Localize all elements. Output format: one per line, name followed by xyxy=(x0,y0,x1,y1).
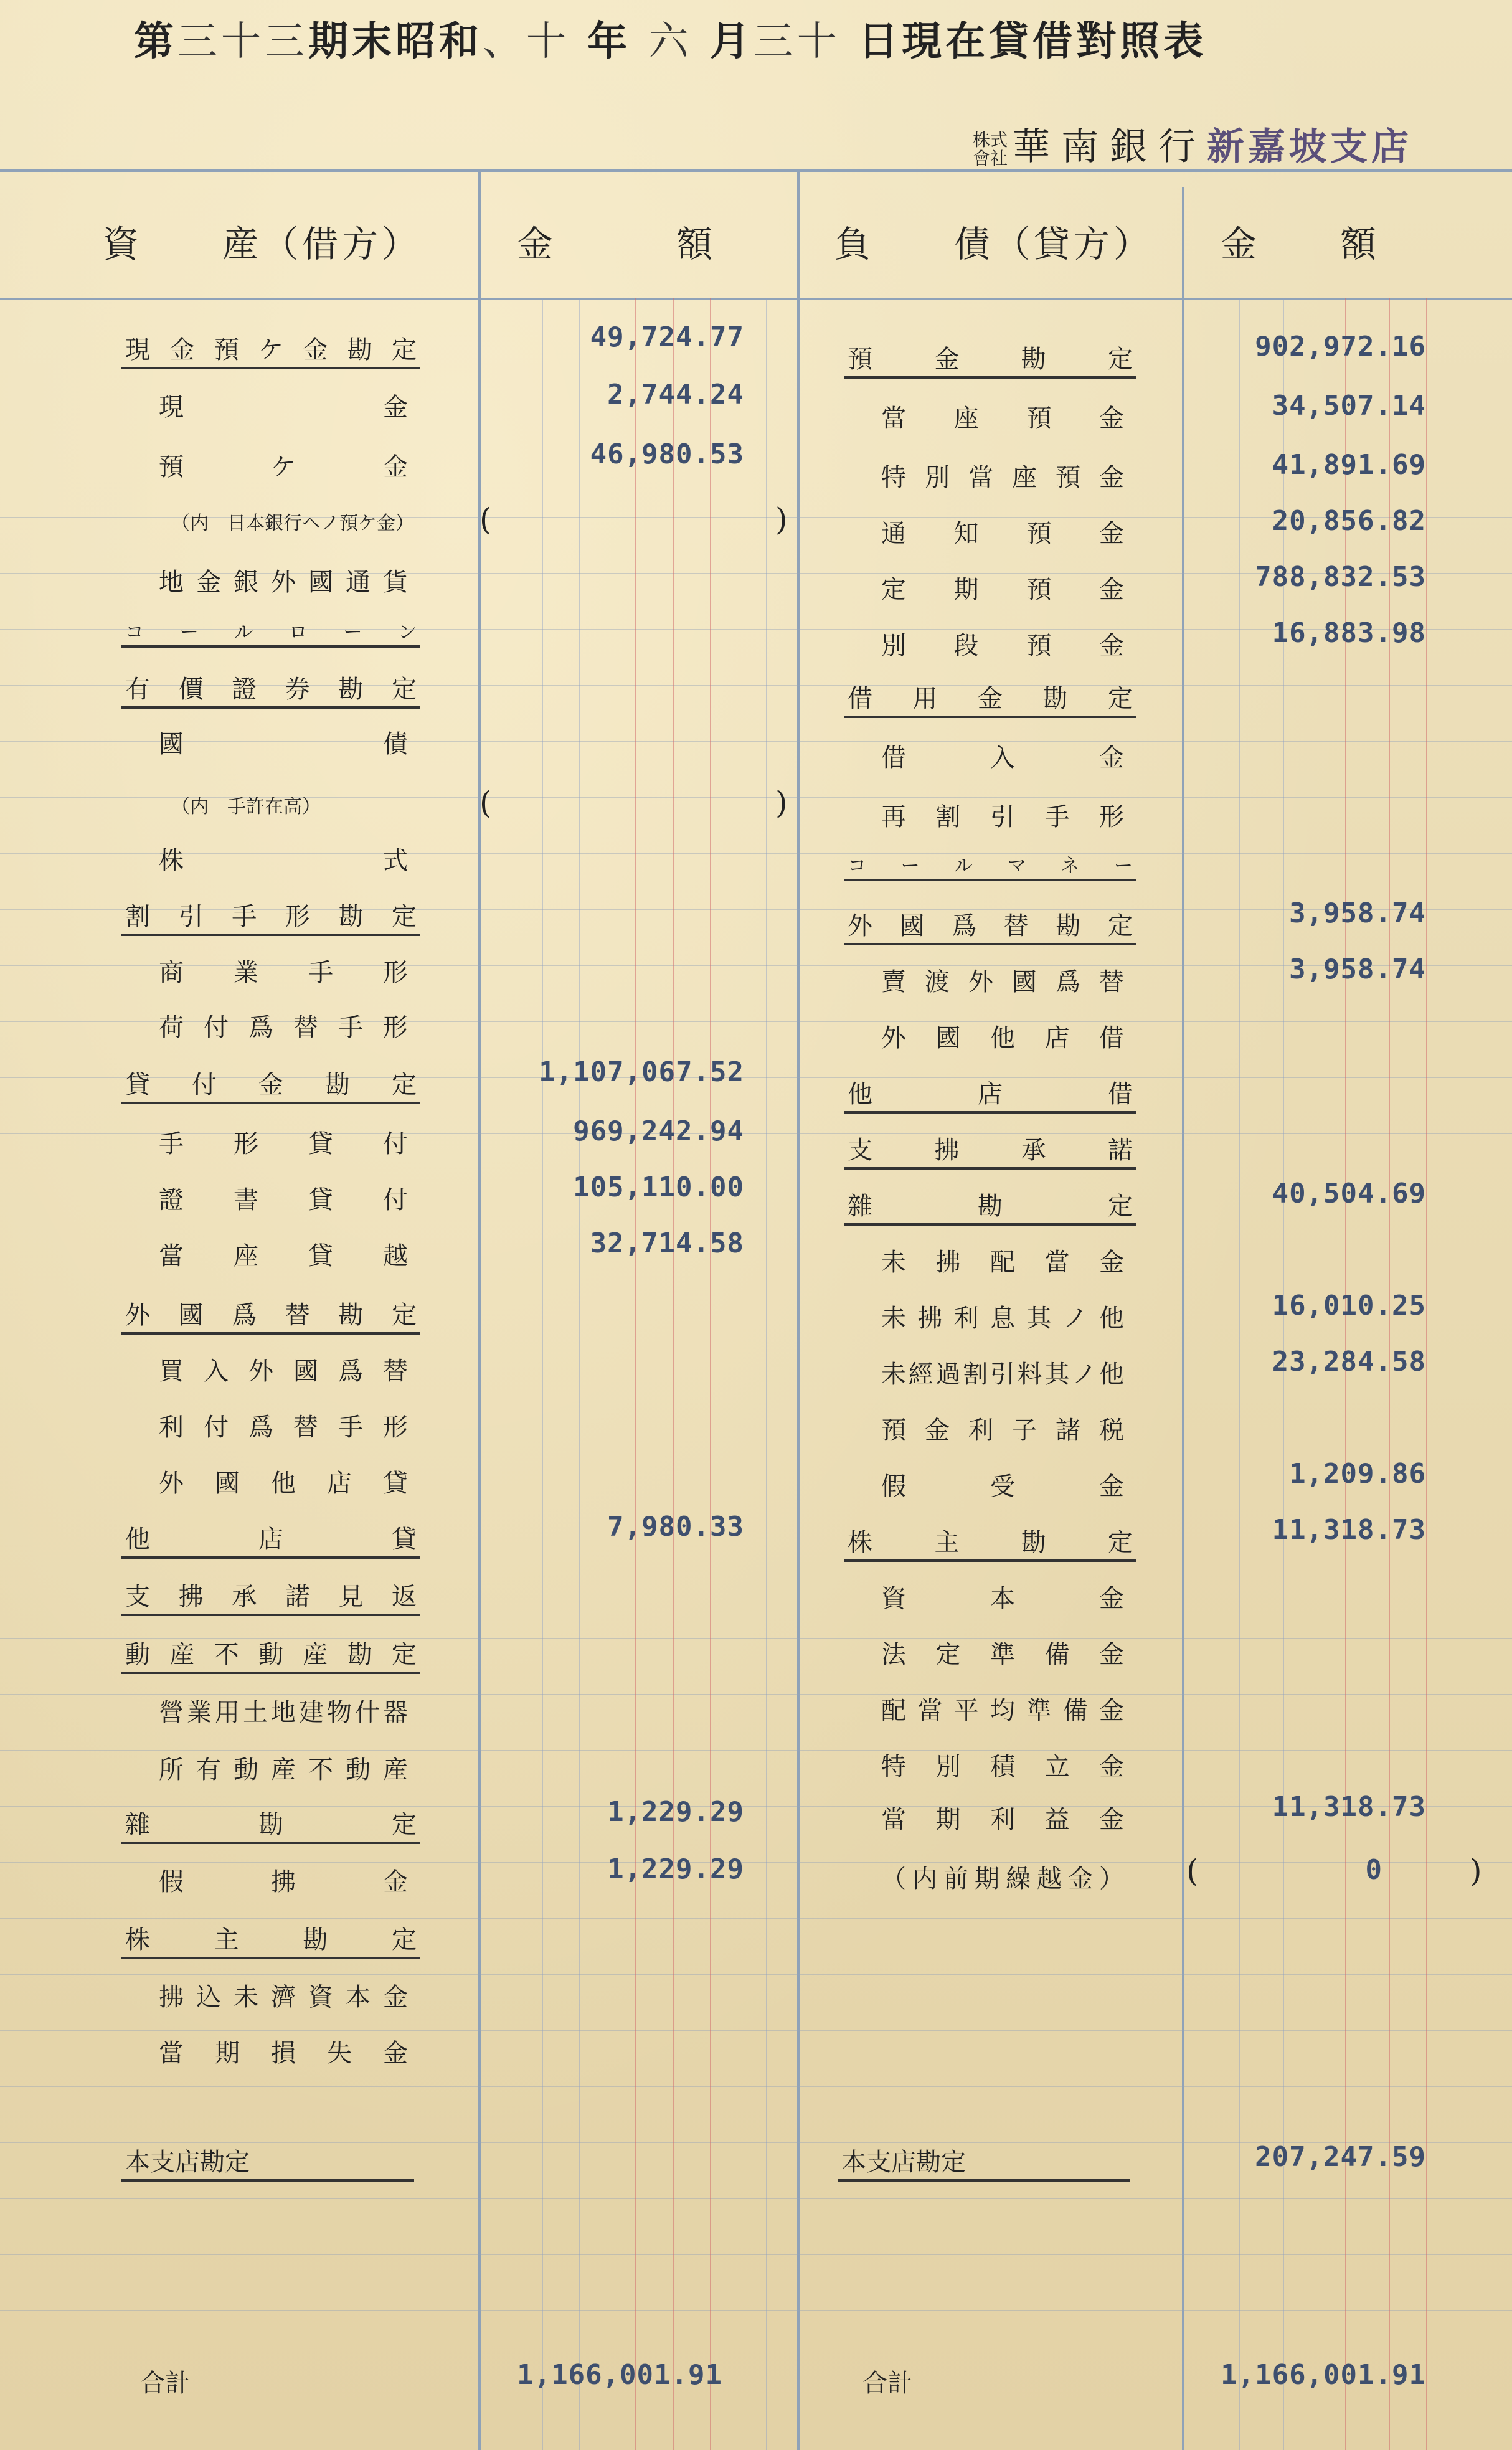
ruled-line xyxy=(0,1918,1512,1919)
asset-row-label: 荷 付 爲 替 手 形 xyxy=(159,1013,408,1042)
open-paren: ( xyxy=(480,785,492,821)
company-type: 株式 會社 xyxy=(972,130,1008,169)
asset-row-label: 買 入 外 國 爲 替 xyxy=(159,1357,408,1386)
liability-row-label: 未 經 過 割 引 料 其 ノ 他 xyxy=(881,1360,1124,1389)
asset-row-label: （内 日本銀行ヘノ預ケ金） xyxy=(171,513,414,534)
asset-row-label: 利 付 爲 替 手 形 xyxy=(159,1413,408,1442)
liability-row-label: 別 段 預 金 xyxy=(881,631,1124,660)
liability-row-label: 假 受 金 xyxy=(881,1472,1124,1501)
liability-row-label: 當 座 預 金 xyxy=(881,404,1124,433)
asset-row-label: 證 書 貸 付 xyxy=(159,1186,408,1214)
liability-row-label: 賣 渡 外 國 爲 替 xyxy=(881,968,1124,996)
asset-row-value: 2,744.24 xyxy=(607,379,744,410)
asset-row-value: 7,980.33 xyxy=(607,1511,744,1543)
amount-guide-line xyxy=(1426,298,1427,2450)
liability-row-label: 借 入 金 xyxy=(881,744,1124,772)
open-paren: ( xyxy=(1186,1853,1199,1889)
liability-row-label: 株 主 勘 定 xyxy=(844,1523,1136,1562)
title-suffix: 日現在貸借對照表 xyxy=(858,18,1207,65)
liability-row-value: 1,209.86 xyxy=(1289,1458,1426,1490)
title-year-number: 、十 xyxy=(483,19,570,65)
asset-row-label: 現 金 預 ケ 金 勘 定 xyxy=(121,330,420,369)
liability-row-label: 再 割 引 手 形 xyxy=(881,803,1124,831)
amount-guide-line xyxy=(542,298,543,2450)
asset-row-value: 1,229.29 xyxy=(607,1796,744,1828)
close-paren: ) xyxy=(775,501,788,537)
column-divider-2 xyxy=(797,169,800,2450)
asset-row-value: 969,242.94 xyxy=(573,1115,744,1147)
asset-row-label: 支 拂 承 諾 見 返 xyxy=(121,1577,420,1616)
ruled-line xyxy=(0,2086,1512,2087)
liability-row-value: 20,856.82 xyxy=(1272,505,1426,537)
asset-total-value: 1,166,001.91 xyxy=(517,2359,722,2391)
liability-row-label: 外 國 爲 替 勘 定 xyxy=(844,906,1136,945)
amount-left-header: 金 額 xyxy=(517,223,717,265)
bank-name: 華南銀行 xyxy=(1013,125,1207,169)
title-term-number: 三十三 xyxy=(177,19,308,65)
title-year-label: 年 xyxy=(587,18,631,65)
asset-row-label: 地 金 銀 外 國 通 貨 xyxy=(159,568,408,597)
liability-row-label: 借 用 金 勘 定 xyxy=(844,679,1136,718)
asset-row-label: （内 手許在高） xyxy=(171,796,321,818)
liability-row-label: 當 期 利 益 金 xyxy=(881,1805,1124,1834)
liability-row-label: 未 拂 配 當 金 xyxy=(881,1248,1124,1277)
liability-row-label: 雜 勘 定 xyxy=(844,1186,1136,1226)
asset-row-label: 割 引 手 形 勘 定 xyxy=(121,897,420,936)
asset-row-value: 1,107,067.52 xyxy=(539,1056,744,1088)
liability-total-value: 1,166,001.91 xyxy=(1221,2359,1426,2391)
ruled-line xyxy=(0,1974,1512,1975)
asset-row-label: 株 式 xyxy=(159,846,408,875)
asset-row-label: 現 金 xyxy=(159,393,408,422)
liability-row-label: 預 金 利 子 諸 税 xyxy=(881,1416,1124,1445)
liability-row-label: 通 知 預 金 xyxy=(881,519,1124,548)
asset-row-label: 拂 込 未 濟 資 本 金 xyxy=(159,1983,408,2012)
asset-row-label: 有 價 證 券 勘 定 xyxy=(121,669,420,709)
asset-head-office-label: 本支店勘定 xyxy=(121,2142,414,2182)
amount-guide-line xyxy=(766,298,767,2450)
liability-row-value: 16,010.25 xyxy=(1272,1290,1426,1322)
asset-row-label: 所 有 動 産 不 動 産 xyxy=(159,1756,408,1784)
liability-row-label: 法 定 準 備 金 xyxy=(881,1640,1124,1669)
asset-row-label: 當 座 貸 越 xyxy=(159,1242,408,1270)
liability-row-value: 41,891.69 xyxy=(1272,449,1426,481)
title-month-number: 六 xyxy=(648,19,692,65)
liability-row-value: 3,958.74 xyxy=(1289,953,1426,985)
ruled-line xyxy=(0,2030,1512,2031)
liability-row-value: 3,958.74 xyxy=(1289,897,1426,929)
asset-row-label: 外 國 爲 替 勘 定 xyxy=(121,1295,420,1335)
asset-row-label: 他 店 貸 xyxy=(121,1520,420,1559)
asset-row-label: 營 業 用 土 地 建 物 什 器 xyxy=(159,1698,408,1727)
asset-row-label: 貸 付 金 勘 定 xyxy=(121,1065,420,1104)
liability-row-label: コ ー ル マ ネ ー xyxy=(844,850,1136,881)
liability-row-label: 未 拂 利 息 其 ノ 他 xyxy=(881,1304,1124,1333)
liability-row-value: 11,318.73 xyxy=(1272,1791,1426,1823)
asset-row-value: 32,714.58 xyxy=(590,1227,744,1259)
asset-row-value: 1,229.29 xyxy=(607,1853,744,1885)
asset-row-label: 國 債 xyxy=(159,730,408,759)
liability-row-value: 902,972.16 xyxy=(1255,331,1426,362)
liability-total-label: 合計 xyxy=(862,2369,912,2398)
title-prefix: 第 xyxy=(134,18,177,65)
bank-name-line xyxy=(971,117,1412,171)
amount-right-header: 金 額 xyxy=(1221,223,1381,265)
liability-row-label: 資 本 金 xyxy=(881,1584,1124,1613)
asset-row-label: コ ー ル ロ ー ン xyxy=(121,617,420,648)
liability-row-label: 外 國 他 店 借 xyxy=(881,1024,1124,1052)
branch-stamp: 新嘉坡支店 xyxy=(1207,125,1412,169)
title-day-number: 三十 xyxy=(753,19,841,65)
close-paren: ) xyxy=(775,785,788,821)
liability-row-value: 788,832.53 xyxy=(1255,561,1426,593)
ruled-line xyxy=(0,2310,1512,2311)
liability-row-label: 特 別 積 立 金 xyxy=(881,1752,1124,1781)
liability-row-value: 16,883.98 xyxy=(1272,617,1426,649)
asset-row-label: 雜 勘 定 xyxy=(121,1805,420,1844)
open-paren: ( xyxy=(480,501,492,537)
liability-head-office-value: 207,247.59 xyxy=(1255,2141,1426,2173)
liability-row-value: 40,504.69 xyxy=(1272,1178,1426,1209)
liability-row-label: 支 拂 承 諾 xyxy=(844,1130,1136,1170)
asset-row-label: 當 期 損 失 金 xyxy=(159,2039,408,2068)
close-paren: ) xyxy=(1470,1853,1482,1889)
asset-total-label: 合計 xyxy=(140,2369,190,2398)
title-month-label: 月 xyxy=(709,18,754,65)
assets-column-header: 資 産（借方） xyxy=(103,223,422,265)
liability-row-label: （ 内 前 期 繰 越 金 ） xyxy=(881,1865,1124,1893)
liability-row-label: 特 別 當 座 預 金 xyxy=(881,463,1124,492)
amount-guide-line xyxy=(673,298,674,2450)
asset-row-label: 商 業 手 形 xyxy=(159,958,408,987)
asset-row-value: 105,110.00 xyxy=(573,1171,744,1203)
amount-guide-line xyxy=(579,298,580,2450)
asset-row-label: 外 國 他 店 貸 xyxy=(159,1469,408,1498)
asset-row-label: 動 産 不 動 産 勘 定 xyxy=(121,1635,420,1674)
page-title xyxy=(134,9,1207,67)
header-bottom-border xyxy=(0,298,1512,300)
amount-guide-line xyxy=(710,298,711,2450)
table-top-border xyxy=(0,169,1512,172)
ruled-line xyxy=(0,2254,1512,2255)
liability-row-label: 定 期 預 金 xyxy=(881,575,1124,604)
liability-row-label: 他 店 借 xyxy=(844,1074,1136,1114)
liability-row-label: 預 金 勘 定 xyxy=(844,339,1136,379)
amount-guide-line xyxy=(635,298,636,2450)
liability-row-value: 11,318.73 xyxy=(1272,1514,1426,1546)
liability-row-value: 34,507.14 xyxy=(1272,390,1426,422)
liability-row-value: 0 xyxy=(1365,1854,1382,1886)
liability-head-office-label: 本支店勘定 xyxy=(838,2142,1130,2182)
liabilities-column-header: 負 債（貸方） xyxy=(834,223,1154,265)
asset-row-label: 假 拂 金 xyxy=(159,1868,408,1896)
asset-row-label: 株 主 勘 定 xyxy=(121,1920,420,1959)
asset-row-value: 49,724.77 xyxy=(590,321,744,353)
liability-row-value: 23,284.58 xyxy=(1272,1346,1426,1378)
title-era: 期末昭和 xyxy=(308,18,483,65)
asset-row-label: 手 形 貸 付 xyxy=(159,1130,408,1158)
liability-row-label: 配 當 平 均 準 備 金 xyxy=(881,1696,1124,1725)
asset-row-value: 46,980.53 xyxy=(590,438,744,470)
asset-row-label: 預 ケ 金 xyxy=(159,453,408,481)
ruled-line xyxy=(0,2198,1512,2199)
